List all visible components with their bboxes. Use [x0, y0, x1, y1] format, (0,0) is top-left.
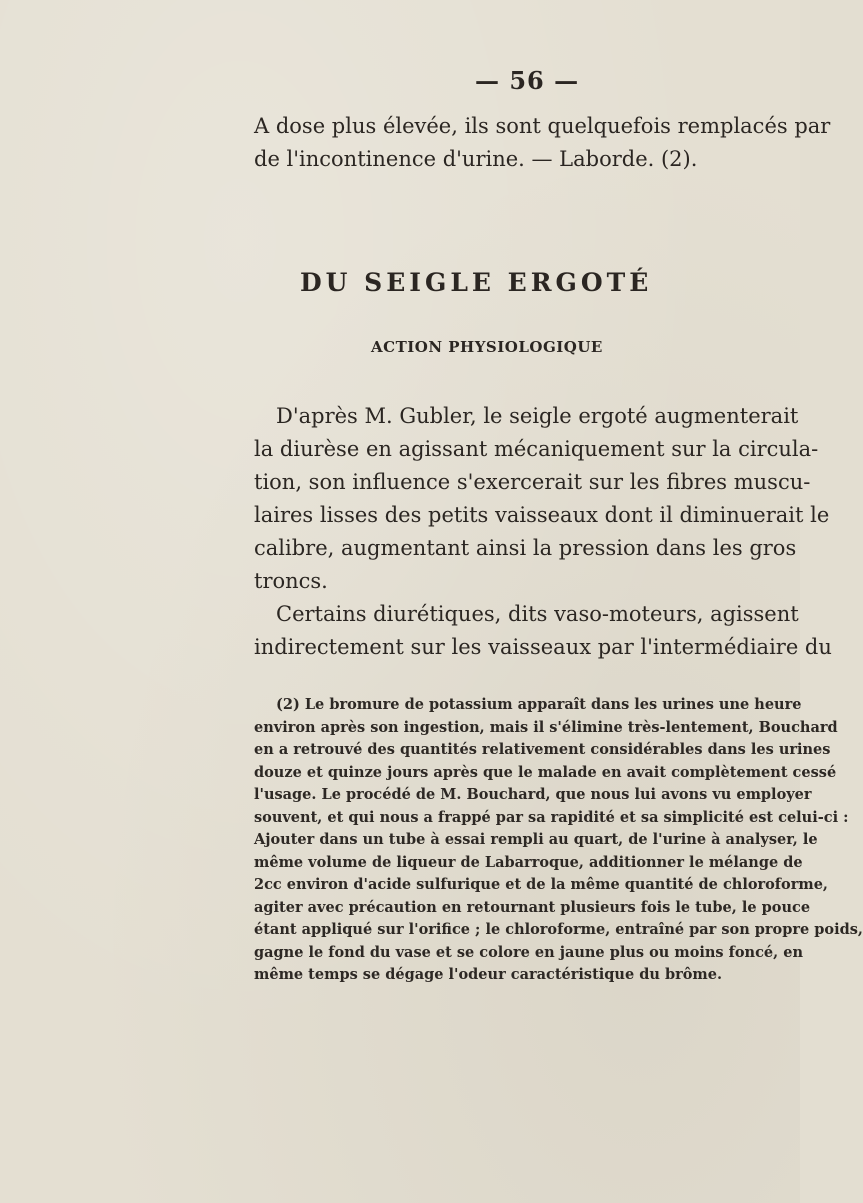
body-text: [254, 400, 832, 664]
paragraph-line: indirectement sur les vaisseaux par l'intermédiaire du: [254, 635, 832, 659]
footnote-line: 2cc environ d'acide sulfurique et de la même quantité de chloroforme,: [254, 876, 828, 893]
intro-paragraph: [254, 110, 831, 176]
paragraph-line: D'après M. Gubler, le seigle ergoté augmenterait: [276, 404, 799, 428]
footnote-line: agiter avec précaution en retournant plusieurs fois le tube, le pouce: [254, 898, 811, 916]
paragraph-line: calibre, augmentant ainsi la pression dans les gros: [254, 536, 797, 560]
paragraph-line: Certains diurétiques, dits vaso-moteurs, agissent: [276, 602, 799, 626]
footnote-line: Ajouter dans un tube à essai rempli au quart, de l'urine à analyser, le: [254, 831, 818, 848]
footnote-line: environ après son ingestion, mais il s'élimine très-lentement, Bouchard: [254, 718, 838, 736]
paragraph-line: troncs.: [254, 569, 328, 593]
section-title: DU SEIGLE ERGOTÉ: [300, 268, 653, 297]
footnote-line: douze et quinze jours après que le malade en avait complètement cessé: [254, 763, 837, 781]
footnote-line: étant appliqué sur l'orifice ; le chloroforme, entraîné par son propre poids,: [254, 921, 863, 938]
paragraph-line: laires lisses des petits vaisseaux dont il diminuerait le: [254, 503, 830, 527]
footnote-line: (2) Le bromure de potassium apparaît dans les urines une heure: [276, 696, 802, 713]
subsection-title: ACTION PHYSIOLOGIQUE: [371, 338, 603, 356]
paragraph-line: la diurèse en agissant mécaniquement sur la circula-: [254, 437, 819, 461]
footnote: [254, 694, 863, 987]
footnote-line: souvent, et qui nous a frappé par sa rapidité et sa simplicité est celui-ci :: [254, 808, 849, 826]
show-through-text: [255, 188, 261, 209]
intro-line: A dose plus élevée, ils sont quelquefois remplacés par: [254, 114, 831, 138]
footnote-line: même temps se dégage l'odeur caractéristique du brôme.: [254, 966, 723, 983]
footnote-line: l'usage. Le procédé de M. Bouchard, que nous lui avons vu employer: [254, 786, 812, 803]
paragraph-line: tion, son influence s'exercerait sur les fibres muscu-: [254, 470, 811, 494]
footnote-line: même volume de liqueur de Labarroque, additionner le mélange de: [254, 853, 803, 871]
intro-line: de l'incontinence d'urine. — Laborde. (2).: [254, 147, 698, 171]
footnote-line: en a retrouvé des quantités relativement considérables dans les urines: [254, 741, 831, 758]
page-number: — 56 —: [475, 66, 580, 95]
footnote-line: gagne le fond du vase et se colore en jaune plus ou moins foncé, en: [254, 943, 804, 961]
